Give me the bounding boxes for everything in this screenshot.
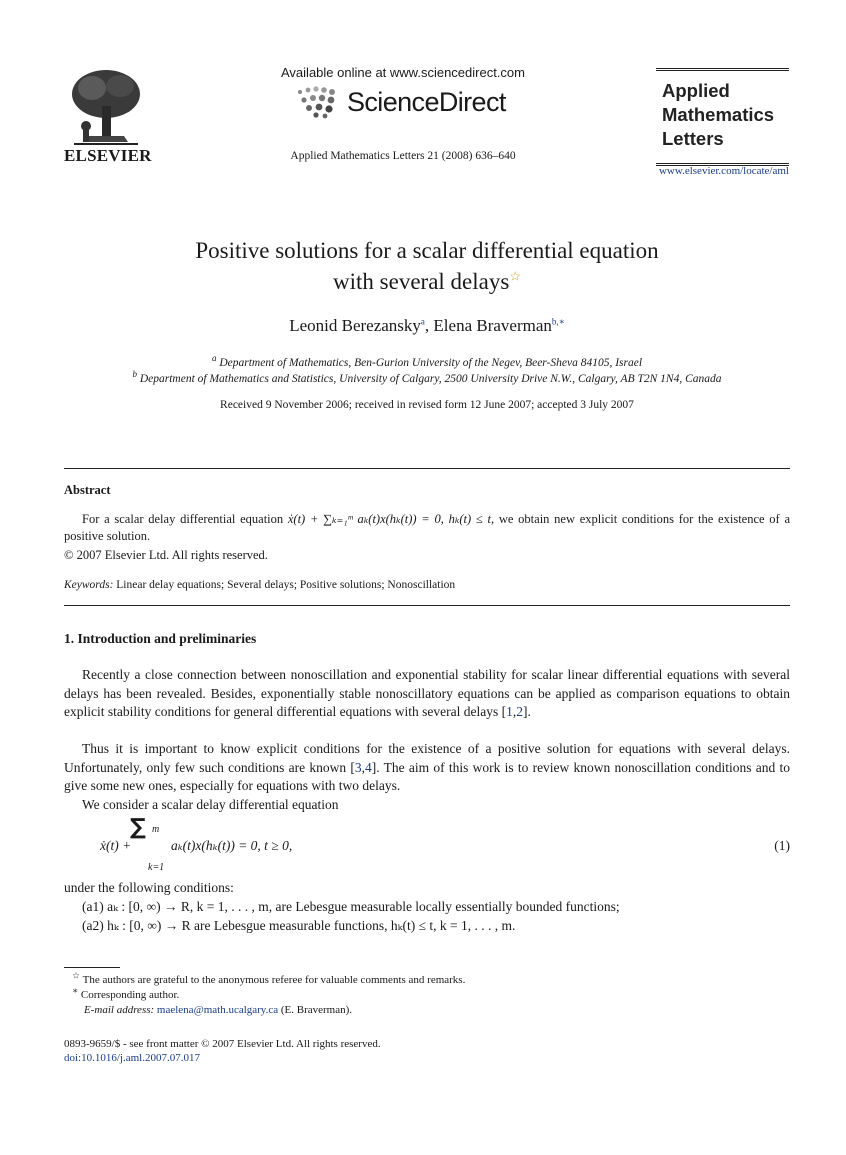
journal-reference: Applied Mathematics Letters 21 (2008) 636–640	[290, 150, 516, 162]
affiliation-mark: a	[211, 353, 217, 364]
affiliation-text: Department of Mathematics, Ben-Gurion University of the Negev, Beer-Sheva 84105, Israel	[219, 357, 643, 369]
equation-right: aₖ(t)x(hₖ(t)) = 0, t ≥ 0,	[171, 838, 293, 853]
paragraph-text: ].	[523, 704, 531, 719]
doi-link[interactable]: doi:10.1016/j.aml.2007.07.017	[64, 1052, 200, 1064]
citation-link[interactable]: 1	[506, 704, 513, 719]
abstract-formula: ẋ(t) + ∑ₖ₌₁ᵐ aₖ(t)x(hₖ(t)) = 0, hₖ(t) ≤ t,	[287, 512, 495, 526]
paragraph-text: Thus it is important to know explicit conditions for the existence of a positive solution for equations with several delays. Unfortunately, only few such conditions are known [	[64, 741, 790, 775]
journal-logo-line: Mathematics	[662, 104, 775, 125]
paragraph	[64, 740, 790, 796]
paragraph	[64, 666, 790, 722]
title-line-2	[64, 266, 790, 297]
journal-logo-title	[662, 79, 774, 151]
author-separator: ,	[424, 316, 434, 335]
email-link[interactable]: maelena@math.ucalgary.ca	[156, 1004, 279, 1016]
journal-url-link[interactable]: www.elsevier.com/locate/aml	[658, 165, 789, 177]
title-line-2-text: with several delays	[333, 269, 510, 294]
citation-separator: ,	[361, 759, 366, 775]
copyright-line: © 2007 Elsevier Ltd. All rights reserved.	[64, 548, 268, 562]
author-list	[64, 316, 790, 336]
equation-number: (1)	[774, 838, 790, 853]
condition-a1: (a1) aₖ : [0, ∞) → R, k = 1, . . . , m, are Lebesgue measurable locally essentially bounded functions;	[82, 899, 620, 914]
issn-line: 0893-9659/$ - see front matter © 2007 Elsevier Ltd. All rights reserved.	[64, 1038, 381, 1050]
abstract-text	[64, 511, 790, 545]
article-title	[64, 235, 790, 297]
star-mark: ☆	[72, 970, 81, 981]
affiliation-text: Department of Mathematics and Statistics, University of Calgary, 2500 University Drive N.W., Calgary, AB T2N 1N4, Canada	[139, 373, 722, 385]
received-dates: Received 9 November 2006; received in revised form 12 June 2007; accepted 3 July 2007	[220, 399, 634, 411]
paragraph: We consider a scalar delay differential equation	[82, 797, 339, 812]
citation-link[interactable]: 2	[516, 704, 523, 719]
footnote-star	[72, 970, 466, 986]
affiliation-mark: b	[132, 369, 137, 380]
sciencedirect-dots-icon	[294, 84, 340, 120]
journal-logo-line: Letters	[662, 128, 724, 149]
author-name: Leonid Berezansky	[289, 316, 421, 335]
email-label: E-mail address:	[84, 1004, 155, 1016]
conditions-intro: under the following conditions:	[64, 880, 234, 895]
footnote-email	[84, 1004, 352, 1016]
section-heading: 1. Introduction and preliminaries	[64, 631, 257, 646]
available-online-text[interactable]: Available online at www.sciencedirect.com	[281, 65, 525, 80]
citation-link[interactable]: 4	[365, 759, 372, 775]
keywords-text: Linear delay equations; Several delays; Positive solutions; Nonoscillation	[113, 579, 456, 591]
footnote-text: The authors are grateful to the anonymous referee for valuable comments and remarks.	[80, 974, 466, 986]
condition-a2: (a2) hₖ : [0, ∞) → R are Lebesgue measurable functions, hₖ(t) ≤ t, k = 1, . . . , m.	[82, 918, 516, 933]
abstract-text-a: For a scalar delay differential equation	[82, 512, 288, 526]
affiliation-mark[interactable]: b,∗	[551, 316, 565, 327]
footnote-text: Corresponding author.	[78, 989, 180, 1001]
affiliation	[64, 353, 790, 369]
journal-logo-line: Applied	[662, 80, 730, 101]
keywords-label: Keywords:	[64, 579, 114, 591]
abstract-heading: Abstract	[64, 483, 111, 497]
summation-glyph: ∑	[130, 815, 146, 840]
affiliation-mark[interactable]: a	[420, 316, 425, 327]
citation-link[interactable]: 3	[354, 759, 362, 775]
footnote-rule	[64, 967, 120, 968]
summation-upper-limit: m	[152, 824, 160, 835]
title-line-1: Positive solutions for a scalar differential equation	[195, 238, 659, 263]
divider	[64, 468, 790, 469]
equation-left: ẋ(t) +	[100, 838, 132, 853]
citation-separator: ,	[512, 704, 517, 719]
email-suffix: (E. Braverman).	[278, 1004, 353, 1016]
paragraph-text: ]. The aim of this work is to review known nonoscillation conditions and to give some new ones, especially for equations with two delays.	[64, 759, 790, 793]
abstract-text-b: we obtain new explicit conditions for the existence of a positive solution.	[64, 512, 790, 543]
summation-lower-limit: k=1	[148, 862, 165, 873]
sciencedirect-wordmark: ScienceDirect	[347, 87, 506, 117]
elsevier-wordmark: ELSEVIER	[64, 146, 152, 165]
paragraph-text: Recently a close connection between nonoscillation and exponential stability for scalar linear differential equations with several delays has been revealed. Besides, exponentially stable nonoscillatory equations can be applied as comparison equations to obtain explicit stability conditions for general differential equations with several delays [	[64, 667, 790, 719]
footnote-corresponding	[72, 985, 180, 1001]
keywords-line	[64, 579, 455, 591]
author-name: Elena Braverman	[433, 316, 552, 335]
title-footnote-star-icon[interactable]: ☆	[509, 268, 521, 284]
affiliation	[64, 369, 790, 385]
divider	[64, 605, 790, 606]
corresponding-mark: ∗	[72, 985, 79, 996]
